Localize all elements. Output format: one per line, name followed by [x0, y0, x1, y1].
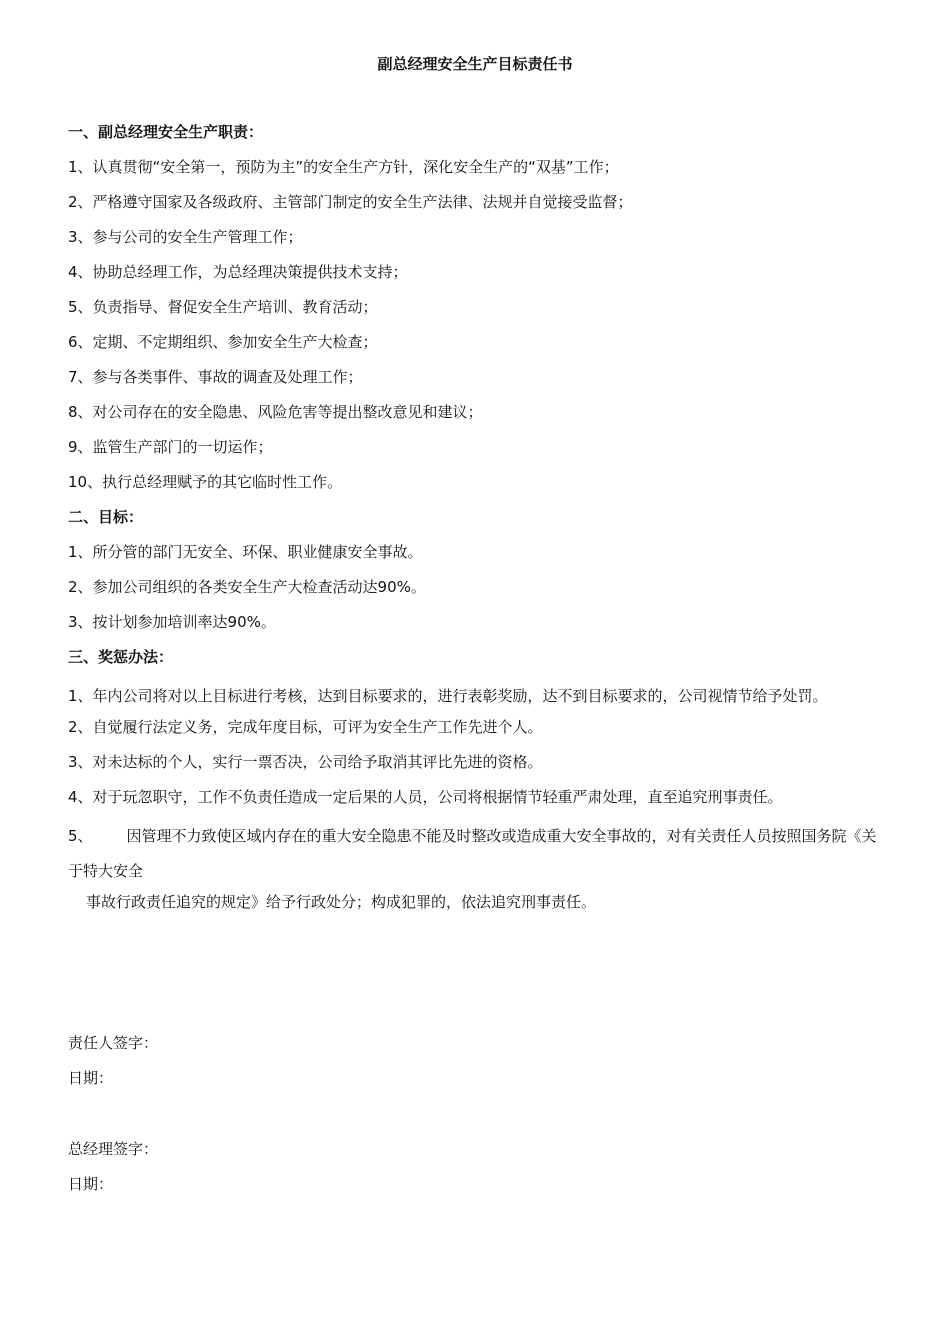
duty-item: 1、认真贯彻“安全第一，预防为主”的安全生产方针，深化安全生产的“双基”工作； [68, 158, 619, 176]
date-label: 日期： [68, 1175, 114, 1193]
duty-item: 4、协助总经理工作，为总经理决策提供技术支持； [68, 263, 408, 281]
responsible-person-signature-label: 责任人签字： [68, 1034, 159, 1052]
duty-item: 8、对公司存在的安全隐患、风险危害等提出整改意见和建议； [68, 403, 483, 421]
section-heading-duties: 一、副总经理安全生产职责： [68, 123, 264, 141]
reward-item-5 [68, 819, 888, 889]
reward-item: 2、自觉履行法定义务，完成年度目标，可评为安全生产工作先进个人。 [68, 718, 543, 736]
general-manager-signature-label: 总经理签字： [68, 1140, 159, 1158]
reward-item-5-number: 5、 [68, 827, 93, 845]
spacer [68, 924, 888, 1030]
reward-item: 1、年内公司将对以上目标进行考核，达到目标要求的，进行表彰奖励，达不到目标要求的，公司视情节给予处罚。 [68, 687, 828, 705]
goal-item: 2、参加公司组织的各类安全生产大检查活动达90%。 [68, 578, 426, 596]
reward-item-5-continuation: 事故行政责任追究的规定》给予行政处分；构成犯罪的，依法追究刑事责任。 [86, 893, 597, 911]
duty-item: 6、定期、不定期组织、参加安全生产大检查； [68, 333, 378, 351]
duty-item: 10、执行总经理赋予的其它临时性工作。 [68, 473, 343, 491]
duty-item: 9、监管生产部门的一切运作； [68, 438, 273, 456]
spacer [68, 1100, 888, 1136]
goal-item: 3、按计划参加培训率达90%。 [68, 613, 276, 631]
duty-item: 3、参与公司的安全生产管理工作； [68, 228, 303, 246]
goal-item: 1、所分管的部门无安全、环保、职业健康安全事故。 [68, 543, 423, 561]
date-label: 日期： [68, 1069, 114, 1087]
reward-item-5-text: 因管理不力致使区域内存在的重大安全隐患不能及时整改或造成重大安全事故的，对有关责任人员按照国务院《关于特大安全 [68, 827, 877, 880]
duty-item: 7、参与各类事件、事故的调查及处理工作； [68, 368, 363, 386]
document-body [68, 119, 888, 1206]
section-heading-goals: 二、目标： [68, 508, 144, 526]
document-title: 副总经理安全生产目标责任书 [377, 55, 573, 73]
reward-item: 3、对未达标的个人，实行一票否决，公司给予取消其评比先进的资格。 [68, 753, 543, 771]
reward-item: 4、对于玩忽职守，工作不负责任造成一定后果的人员，公司将根据情节轻重严肃处理，直至追究刑事责任。 [68, 788, 783, 806]
duty-item: 5、负责指导、督促安全生产培训、教育活动； [68, 298, 378, 316]
duty-item: 2、严格遵守国家及各级政府、主管部门制定的安全生产法律、法规并自觉接受监督； [68, 193, 633, 211]
section-heading-rewards: 三、奖惩办法： [68, 648, 174, 666]
